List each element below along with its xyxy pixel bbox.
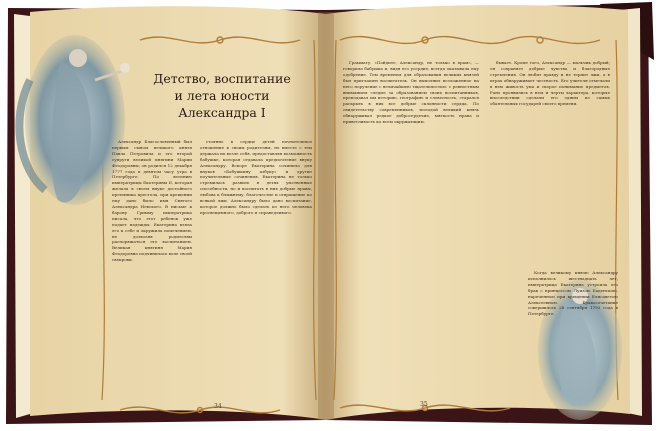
text-column-1 (112, 139, 192, 407)
text-column-5 (528, 270, 618, 406)
gutter-shadow (318, 12, 334, 420)
paragraph: Граммату. «Пойдите, Александр, не только в храм», — говорила бабушка и, видя его усердие, всегда оказывала ему одобрение. Тем временем для образования великих князей был приглашен воспитатель. Он выполнил возложенное на него поручение с величайшею тщательностью: с ревностным вниманием следил за образованием своих воспитанников, преподавал им историю, географию и словесность, старался раскрыть в них все добрые склонности сердца. По свидетельству современников, молодой великий князь обнаруживал редкое добросердечие, мягкость нрава и приветливость ко всем окружающим. (343, 60, 479, 125)
paragraph: стоянно в сердце детей почтительное отношение к своим родителям, но вместе с тем держала их возле себя, предоставляя возможность бабушке, которая отдавала предпочтение внуку Александру. Вскоре Екатерина сочинила для внуков «Бабушкину азбуку» и другие поучительные сочинения. Екатерина не только стремилась развить в детях умственные способности, но и воспитать в них добрые нравы, любовь к ближнему, благочестие и отвращение ко всякой лжи. Александру было дано воспитание, которое должно было сделать из него человека просвещенного, доброго и справедливого. (200, 139, 312, 215)
text-column-2 (200, 139, 312, 407)
paragraph: Александр Благословенный был первым сыном великого князя Павла Петровича и его второй супруги великой княгини Марии Феодоровны; он родился 12 декабря 1777 года в девятом часу утра в Петербурге. По велению императрицы Екатерины II, которая желала в своем внуке достойного преемника престола, при крещении ему дано было имя Святого Александра Невского. В письме к барону Гримму императрица писала, что этот ребенок уже подает надежды. Екатерина взяла его к себе и окружила попечением, не дозволяя родителям распоряжаться его воспитанием. Великая княгиня Мария Феодоровна подчинилась воле своей свекрови. (112, 139, 192, 263)
text-column-4 (490, 60, 610, 270)
paragraph: бывает. Кроме того, Александр — мальчик добрый; он сохраняет добрые чувства и благородные стремления. Он любит правду и не терпит лжи, а в играх обнаруживает честность. Его учителя отмечали в нем живость ума и скорое понимание предметов. Рано проявились в нем и черты характера, которые впоследствии сделали его одним из самых обаятельных государей своего времени. (490, 60, 610, 107)
title-line-1: Детство, воспитание (153, 71, 291, 86)
title-line-2: и лета юности (174, 88, 270, 103)
text-column-3 (343, 60, 479, 408)
page-edges-left (14, 14, 30, 418)
chapter-title (136, 70, 308, 121)
title-line-3: Александра I (178, 105, 266, 120)
paragraph: Когда великому князю Александру исполнилось шестнадцать лет, императрица Екатерина устроила его брак с принцессою Луизою Баденскою, нареченною при крещении Елисаветою Алексеевною. Бракосочетание совершилось 28 сентября 1793 года в Петербурге. (528, 270, 618, 317)
page-number-right: 35 (420, 401, 428, 408)
page-number-left: 34 (214, 403, 222, 410)
